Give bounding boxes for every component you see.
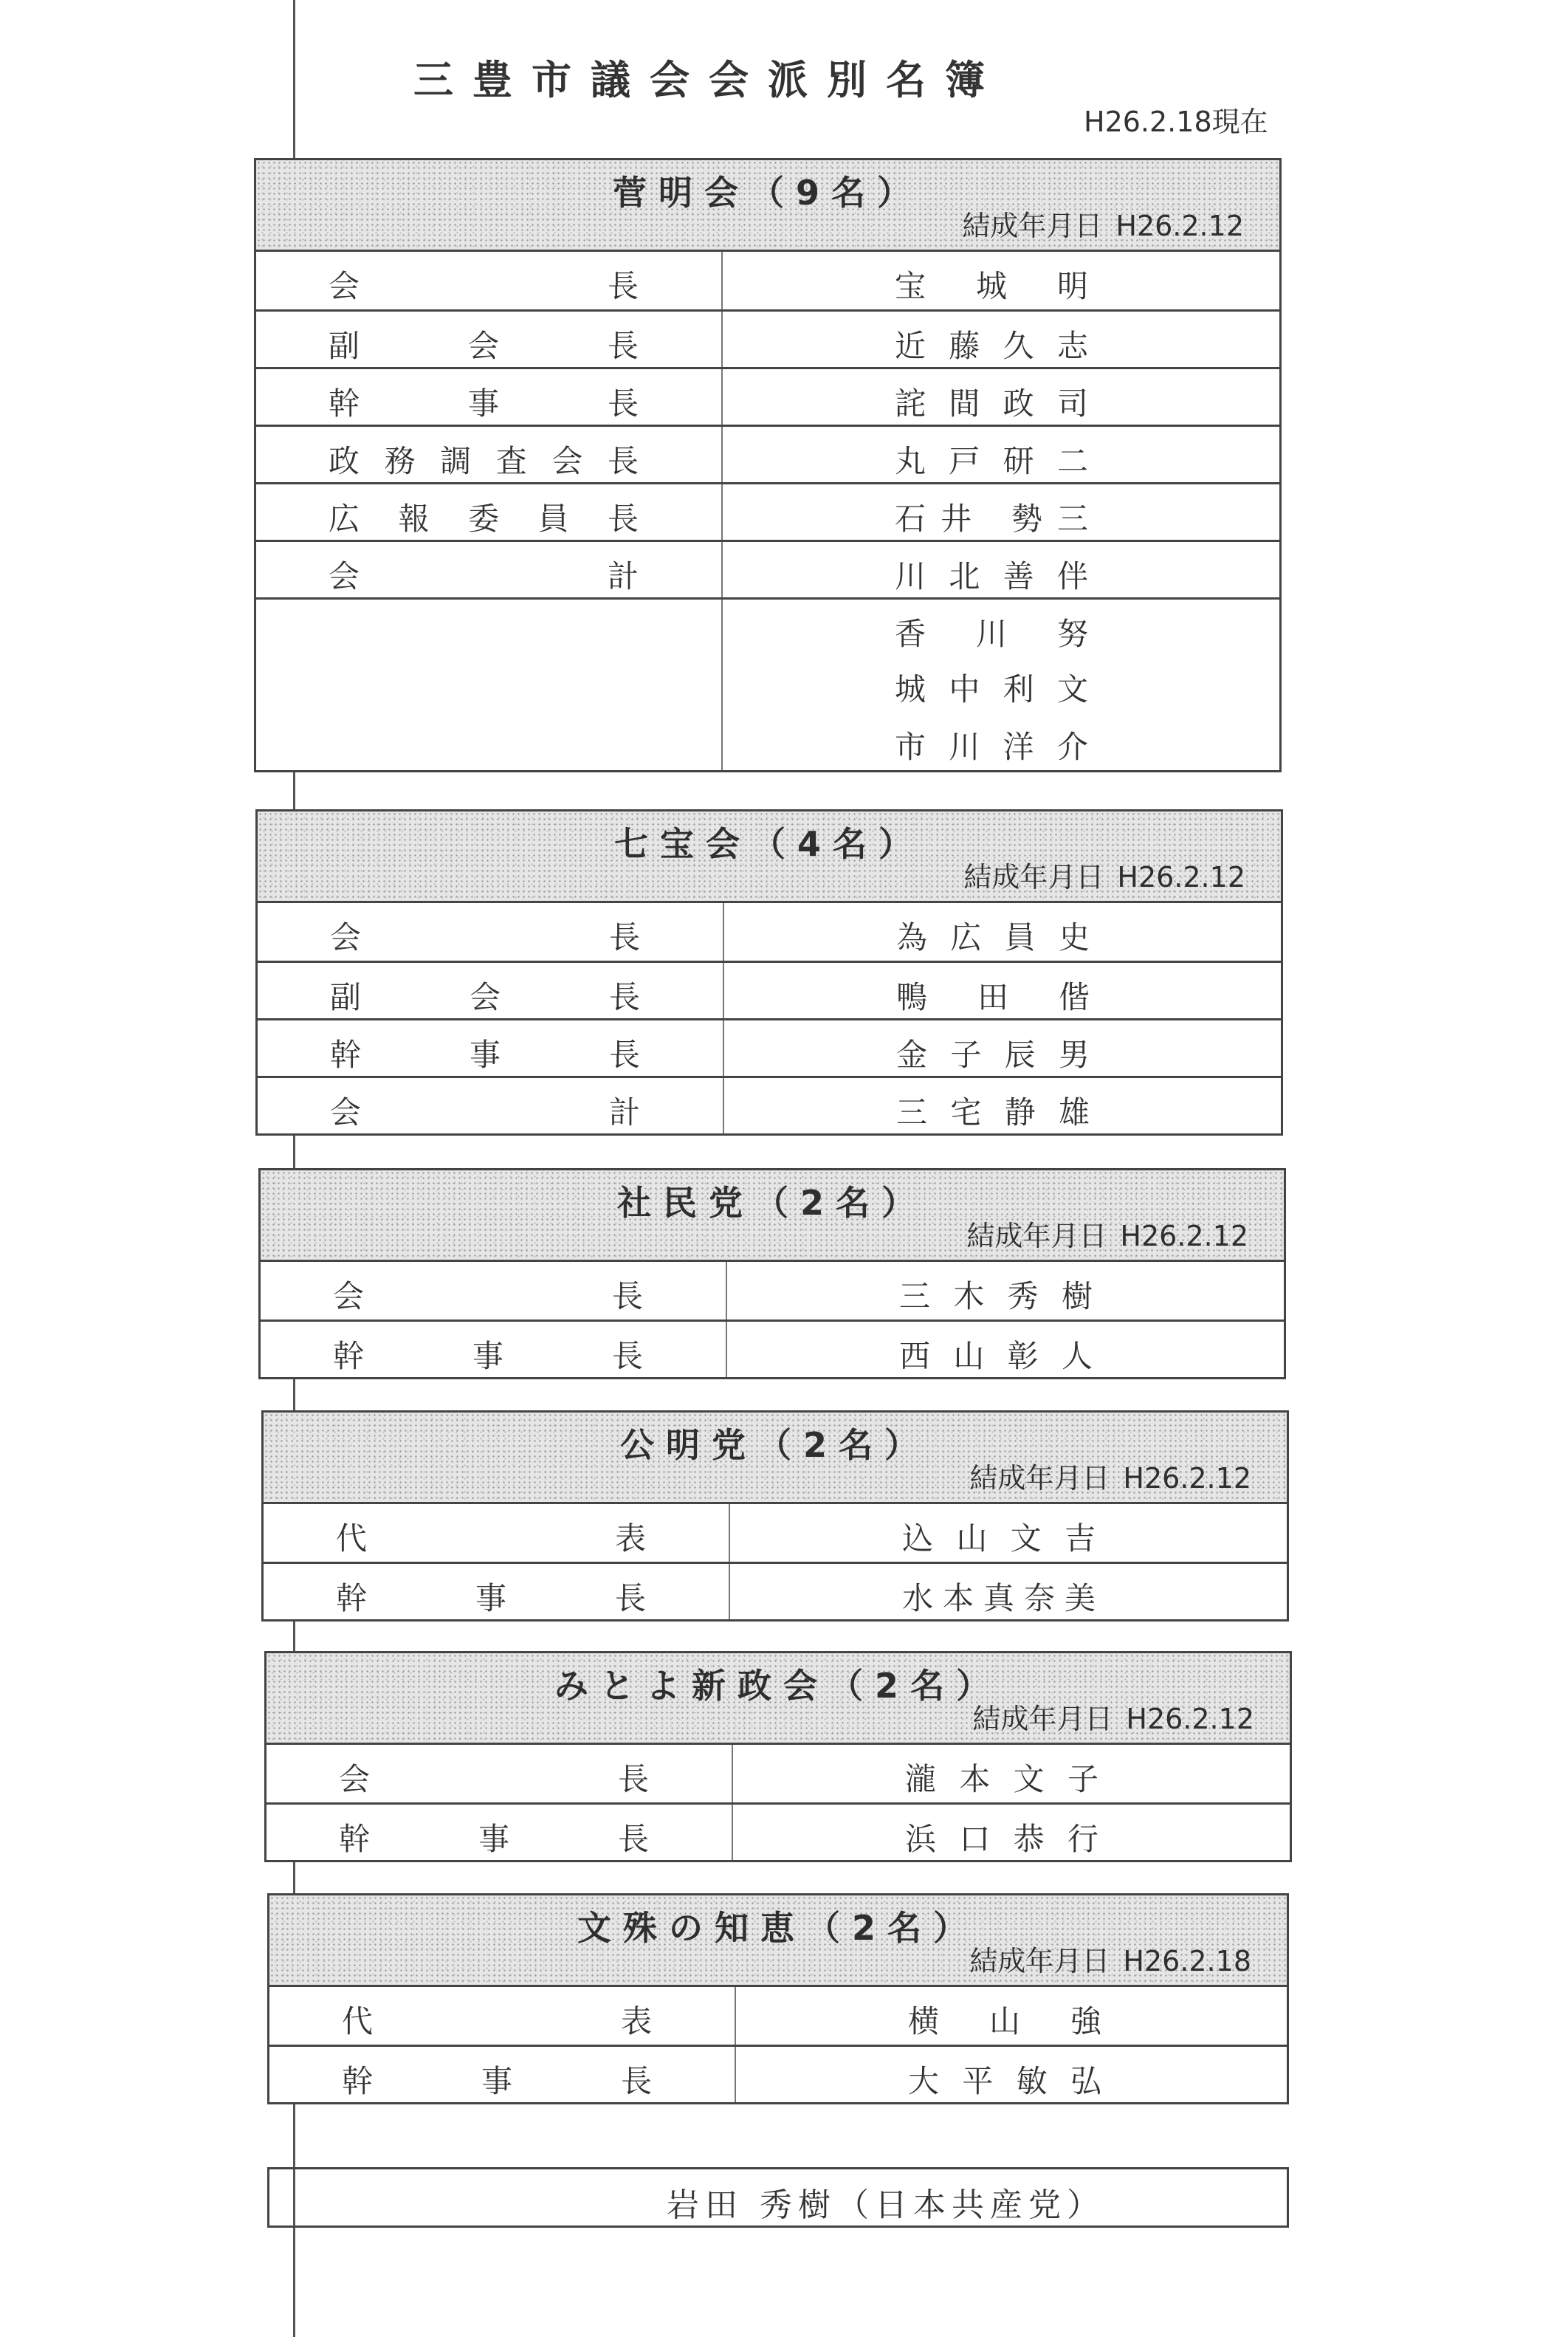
member-role: 代表 (336, 1520, 646, 1557)
formation-date-label: 結成年月日 (962, 210, 1103, 242)
faction-name: 菅明会（9名） (612, 173, 923, 213)
member-role: 広報委員長 (329, 501, 639, 537)
as-of-date: H26.2.18現在 (1084, 106, 1268, 138)
member-row (261, 1262, 1284, 1320)
faction-name: 七宝会（4名） (613, 824, 924, 864)
member-row (256, 482, 1279, 540)
member-role: 会長 (330, 919, 640, 955)
member-row (256, 655, 1279, 713)
faction-block (261, 1410, 1289, 1622)
member-role: 会長 (329, 268, 639, 304)
member-name: 川北善伴 (895, 558, 1088, 594)
member-row (258, 961, 1281, 1018)
faction-header (267, 1653, 1290, 1745)
member-role: 副会長 (329, 328, 639, 364)
member-name: 近藤久志 (895, 328, 1088, 364)
member-row (264, 1562, 1287, 1619)
column-divider (729, 1504, 730, 1562)
faction-name: 文殊の知恵（2名） (577, 1908, 979, 1948)
column-divider (721, 600, 723, 655)
faction-block (264, 1651, 1292, 1862)
formation-date (962, 203, 1244, 244)
faction-name: 公明党（2名） (619, 1425, 930, 1465)
column-divider (721, 713, 723, 770)
column-divider (723, 903, 724, 961)
formation-date-label: 結成年月日 (972, 1703, 1113, 1735)
member-row (267, 1802, 1290, 1860)
formation-date-label: 結成年月日 (969, 1945, 1110, 1977)
faction-header (261, 1170, 1284, 1262)
member-role: 会計 (329, 558, 639, 594)
faction-block (255, 809, 1283, 1136)
column-divider (721, 655, 723, 713)
formation-date (969, 1938, 1251, 1979)
member-row (261, 1320, 1284, 1377)
column-divider (721, 484, 723, 540)
member-role: 幹事長 (329, 385, 639, 422)
member-role: 幹事長 (342, 2063, 652, 2099)
member-name: 石井 勢三 (895, 501, 1088, 537)
member-role: 幹事長 (336, 1580, 646, 1616)
faction-block (258, 1168, 1286, 1379)
member-name: 金子辰男 (896, 1037, 1090, 1073)
member-role: 幹事長 (333, 1338, 643, 1374)
formation-date (966, 1213, 1248, 1254)
member-name: 込山文吉 (902, 1520, 1096, 1557)
formation-date-value: H26.2.12 (1123, 1462, 1251, 1494)
member-name: 横山強 (908, 2003, 1101, 2039)
formation-date (963, 854, 1245, 895)
faction-name: みとよ新政会（2名） (554, 1666, 1002, 1706)
faction-header (264, 1413, 1287, 1504)
column-divider (732, 1805, 733, 1860)
member-row (269, 1987, 1287, 2045)
member-name: 城中利文 (895, 671, 1088, 707)
member-row (264, 1504, 1287, 1562)
member-name: 三宅静雄 (896, 1094, 1090, 1130)
column-divider (723, 1078, 724, 1133)
member-role: 副会長 (330, 979, 640, 1015)
column-divider (723, 1020, 724, 1076)
member-row (267, 1745, 1290, 1802)
member-name: 大平敏弘 (908, 2063, 1101, 2099)
member-role: 幹事長 (339, 1821, 649, 1857)
column-divider (735, 1987, 736, 2045)
member-row (256, 540, 1279, 597)
member-role: 幹事長 (330, 1037, 640, 1073)
member-name: 香川努 (895, 616, 1088, 652)
column-divider (726, 1322, 727, 1377)
column-divider (721, 312, 723, 367)
page-title: 三豊市議会会派別名簿 (413, 57, 1004, 103)
faction-header (256, 160, 1279, 252)
member-name: 西山彰人 (899, 1338, 1093, 1374)
formation-date-value: H26.2.12 (1120, 1220, 1248, 1252)
member-row (256, 252, 1279, 309)
member-name: 為広員史 (896, 919, 1090, 955)
member-row (256, 713, 1279, 770)
column-divider (729, 1564, 730, 1619)
formation-date (969, 1455, 1251, 1496)
formation-date-label: 結成年月日 (966, 1220, 1107, 1252)
unaffiliated-member: 岩田 秀樹（日本共産党） (667, 2186, 1105, 2224)
formation-date-value: H26.2.12 (1117, 861, 1245, 893)
member-row (258, 1018, 1281, 1076)
member-row (256, 367, 1279, 425)
formation-date (972, 1696, 1254, 1737)
formation-date-value: H26.2.18 (1123, 1945, 1251, 1977)
member-role: 会長 (339, 1761, 649, 1797)
column-divider (721, 427, 723, 482)
member-name: 三木秀樹 (899, 1278, 1093, 1314)
member-name: 水本真奈美 (902, 1580, 1096, 1616)
faction-block (254, 158, 1282, 772)
unaffiliated-box (267, 2167, 1289, 2228)
column-divider (726, 1262, 727, 1320)
column-divider (721, 542, 723, 597)
faction-header (258, 811, 1281, 903)
member-name: 丸戸研二 (895, 443, 1088, 479)
member-name: 市川洋介 (895, 729, 1088, 765)
member-name: 詫間政司 (895, 385, 1088, 422)
faction-block (267, 1893, 1289, 2104)
member-row (258, 1076, 1281, 1133)
column-divider (735, 2047, 736, 2102)
formation-date-label: 結成年月日 (969, 1462, 1110, 1494)
faction-name: 社民党（2名） (616, 1183, 927, 1223)
column-divider (721, 252, 723, 309)
formation-date-value: H26.2.12 (1126, 1703, 1254, 1735)
member-row (256, 597, 1279, 655)
member-row (256, 309, 1279, 367)
member-role: 政務調査会長 (329, 443, 639, 479)
member-row (256, 425, 1279, 482)
member-name: 宝城明 (895, 268, 1088, 304)
formation-date-value: H26.2.12 (1115, 210, 1244, 242)
faction-header (269, 1895, 1287, 1987)
column-divider (721, 369, 723, 425)
member-name: 鴨田偕 (896, 979, 1090, 1015)
member-name: 浜口恭行 (905, 1821, 1098, 1857)
member-row (258, 903, 1281, 961)
member-role: 会長 (333, 1278, 643, 1314)
member-role: 代表 (342, 2003, 652, 2039)
member-row (269, 2045, 1287, 2102)
formation-date-label: 結成年月日 (963, 861, 1104, 893)
column-divider (723, 963, 724, 1018)
member-name: 瀧本文子 (905, 1761, 1098, 1797)
member-role: 会計 (330, 1094, 640, 1130)
column-divider (732, 1745, 733, 1802)
